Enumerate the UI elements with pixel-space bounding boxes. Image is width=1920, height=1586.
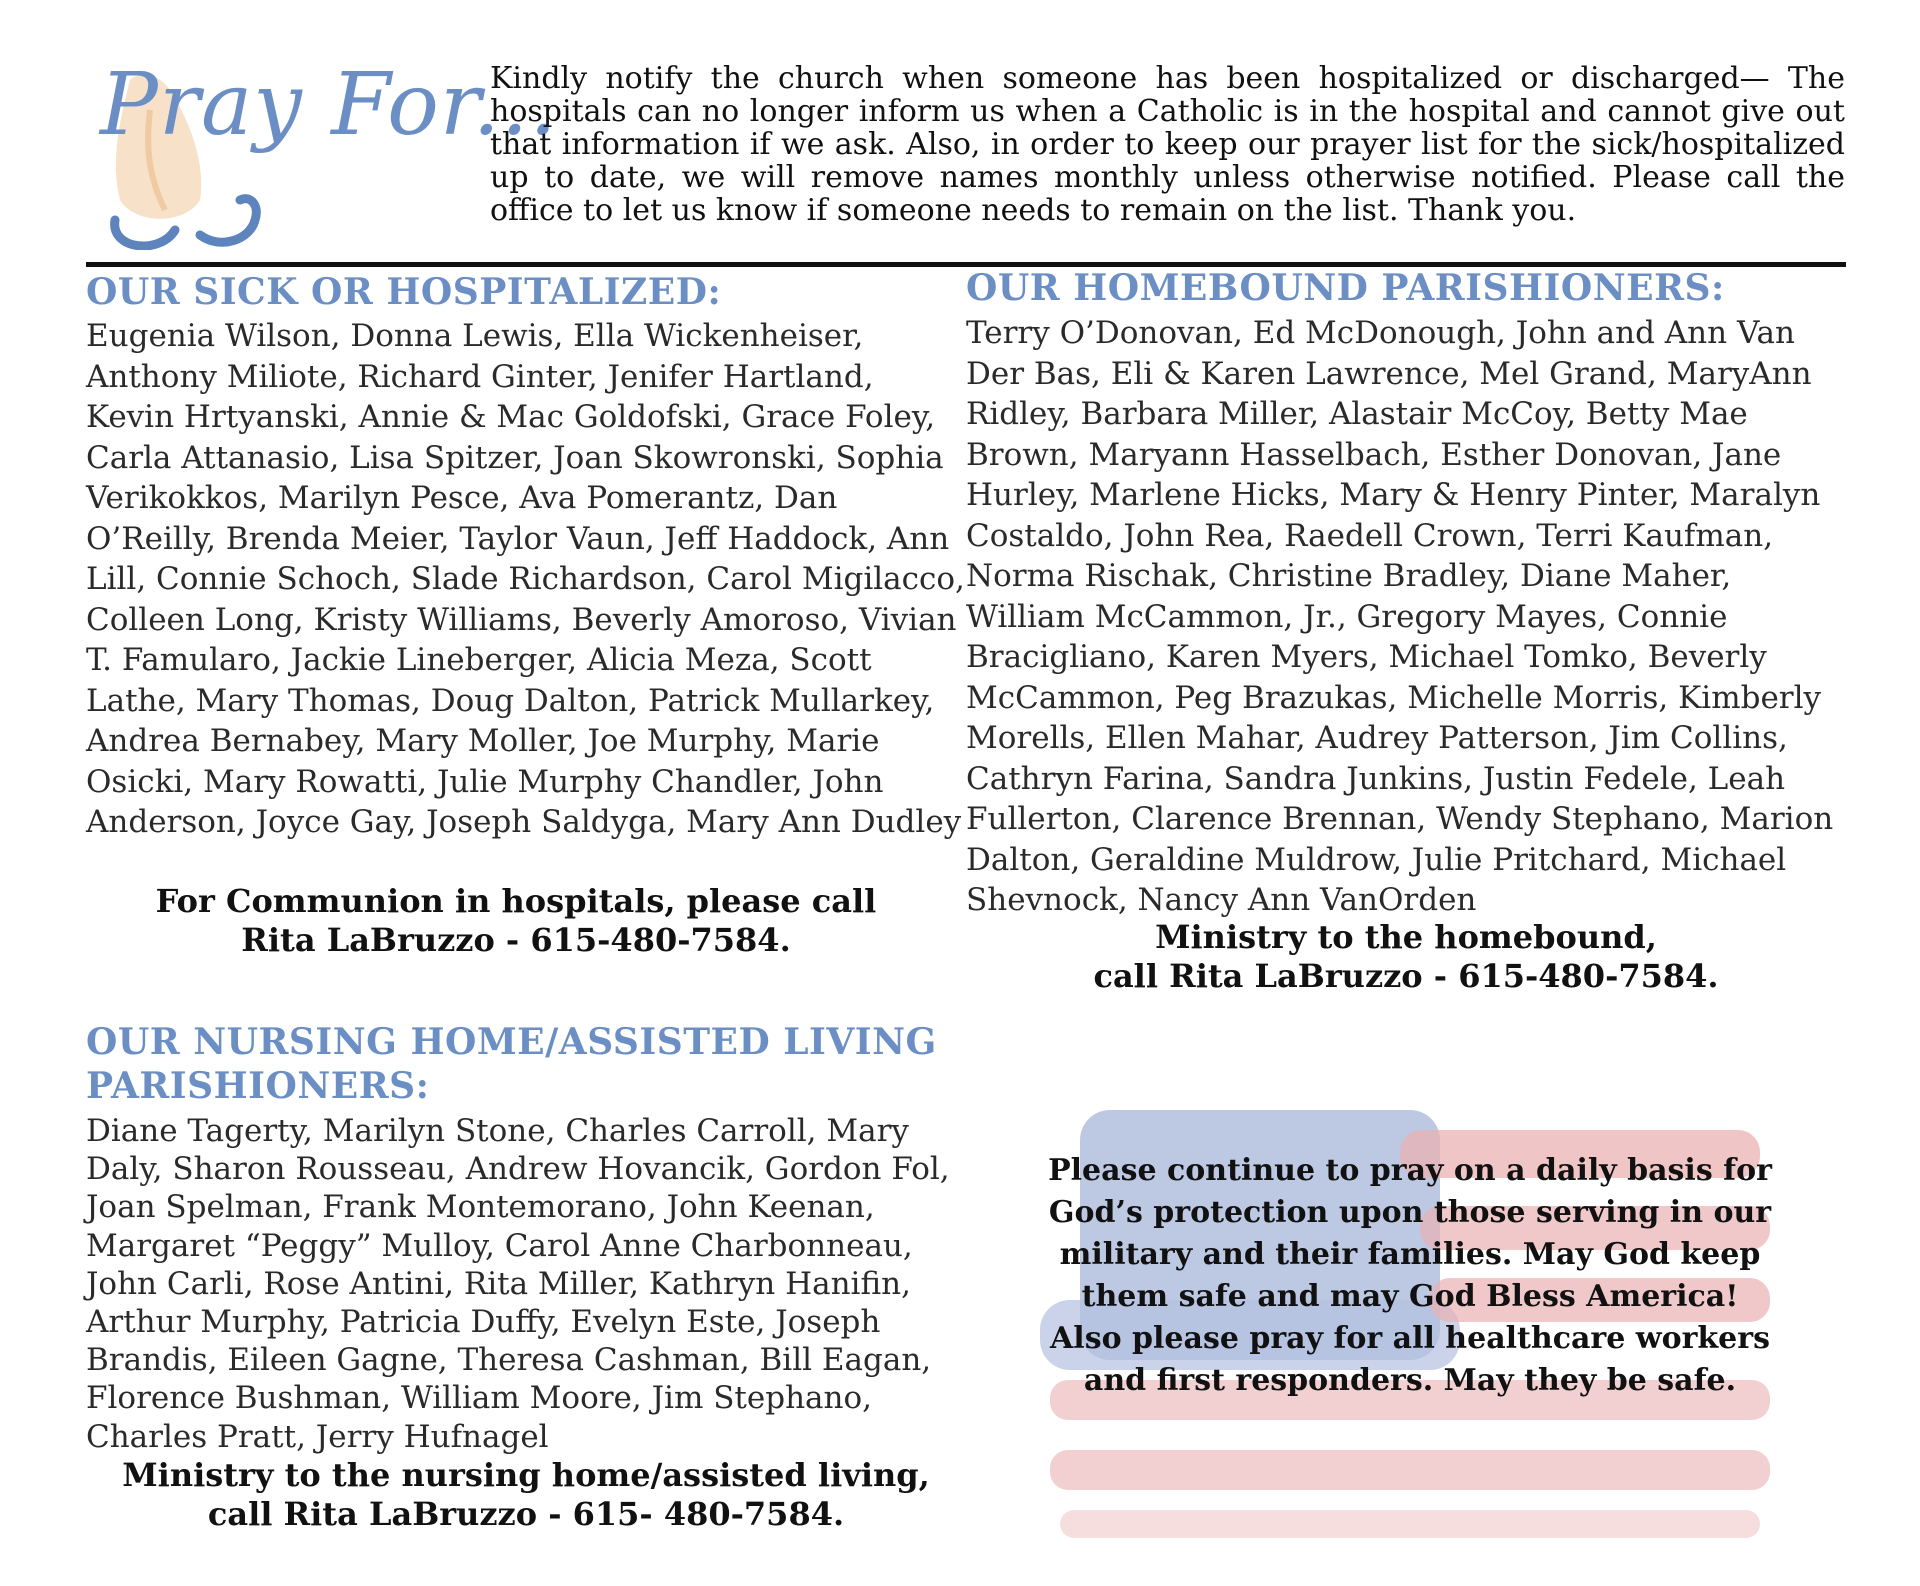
homebound-contact-line2: call Rita LaBruzzo - 615-480-7584. bbox=[1093, 957, 1719, 995]
homebound-contact bbox=[966, 918, 1846, 996]
logo-title: Pray For... bbox=[100, 55, 558, 155]
sick-names-list: Eugenia Wilson, Donna Lewis, Ella Wickenheiser, Anthony Miliote, Richard Ginter, Jenifer Hartland, Kevin Hrtyanski, Annie & Mac Goldofski, Grace Foley, Carla Attanasio, Lisa Spitzer, Joan Skowronski, Sophia Verikokkos, Marilyn Pesce, Ava Pomerantz, Dan O’Reilly, Brenda Meier, Taylor Vaun, Jeff Haddock, Ann Lill, Connie Schoch, Slade Richardson, Carol Migilacco, Colleen Long, Kristy Williams, Beverly Amoroso, Vivian T. Famularo, Jackie Lineberger, Alicia Meza, Scott Lathe, Mary Thomas, Doug Dalton, Patrick Mullarkey, Andrea Bernabey, Mary Moller, Joe Murphy, Marie Osicki, Mary Rowatti, Julie Murphy Chandler, John Anderson, Joyce Gay, Joseph Saldyga, Mary Ann Dudley bbox=[86, 318, 965, 840]
flag-prayer-text bbox=[1045, 1150, 1775, 1402]
homebound-heading: OUR HOMEBOUND PARISHIONERS: bbox=[966, 267, 1725, 309]
nursing-contact bbox=[86, 1456, 966, 1534]
nursing-heading-line1: OUR NURSING HOME/ASSISTED LIVING bbox=[86, 1021, 937, 1063]
healthcare-prayer: Also please pray for all healthcare workers and first responders. May they be safe. bbox=[1050, 1321, 1770, 1398]
notice-text: Kindly notify the church when someone has been hospitalized or discharged— The hospitals can no longer inform us when a Catholic is in the hospital and cannot give out that information if we ask. Also, in order to keep our prayer list for the sick/hospitalized up to date, we will remove names monthly unless otherwise notified. Please call the office to let us know if someone needs to remain on the list. Thank you. bbox=[490, 61, 1845, 228]
nursing-heading bbox=[86, 1020, 937, 1108]
nursing-contact-line2: call Rita LaBruzzo - 615- 480-7584. bbox=[207, 1495, 845, 1533]
nursing-contact-line1: Ministry to the nursing home/assisted living, bbox=[122, 1456, 930, 1494]
sick-heading: OUR SICK OR HOSPITALIZED: bbox=[86, 271, 722, 313]
homebound-contact-line1: Ministry to the homebound, bbox=[1155, 918, 1657, 956]
nursing-names-list: Diane Tagerty, Marilyn Stone, Charles Carroll, Mary Daly, Sharon Rousseau, Andrew Hovancik, Gordon Fol, Joan Spelman, Frank Montemorano, John Keenan, Margaret “Peggy” Mulloy, Carol Anne Charbonneau, John Carli, Rose Antini, Rita Miller, Kathryn Hanifin, Arthur Murphy, Patricia Duffy, Evelyn Este, Joseph Brandis, Eileen Gagne, Theresa Cashman, Bill Eagan, Florence Bushman, William Moore, Jim Stephano, Charles Pratt, Jerry Hufnagel bbox=[86, 1113, 950, 1455]
sick-contact-line1: For Communion in hospitals, please call bbox=[155, 882, 877, 920]
sick-contact-line2: Rita LaBruzzo - 615-480-7584. bbox=[241, 921, 791, 959]
sick-contact bbox=[86, 882, 946, 960]
nursing-heading-line2: PARISHIONERS: bbox=[86, 1065, 430, 1107]
military-prayer: Please continue to pray on a daily basis for God’s protection upon those serving in our military and their families. May God keep them safe and may God Bless America! bbox=[1048, 1153, 1772, 1314]
homebound-names-list: Terry O’Donovan, Ed McDonough, John and Ann Van Der Bas, Eli & Karen Lawrence, Mel Grand, MaryAnn Ridley, Barbara Miller, Alastair McCoy, Betty Mae Brown, Maryann Hasselbach, Esther Donovan, Jane Hurley, Marlene Hicks, Mary & Henry Pinter, Maralyn Costaldo, John Rea, Raedell Crown, Terri Kaufman, Norma Rischak, Christine Bradley, Diane Maher, William McCammon, Jr., Gregory Mayes, Connie Bracigliano, Karen Myers, Michael Tomko, Beverly McCammon, Peg Brazukas, Michelle Morris, Kimberly Morells, Ellen Mahar, Audrey Patterson, Jim Collins, Cathryn Farina, Sandra Junkins, Justin Fedele, Leah Fullerton, Clarence Brennan, Wendy Stephano, Marion Dalton, Geraldine Muldrow, Julie Pritchard, Michael Shevnock, Nancy Ann VanOrden bbox=[966, 315, 1834, 918]
